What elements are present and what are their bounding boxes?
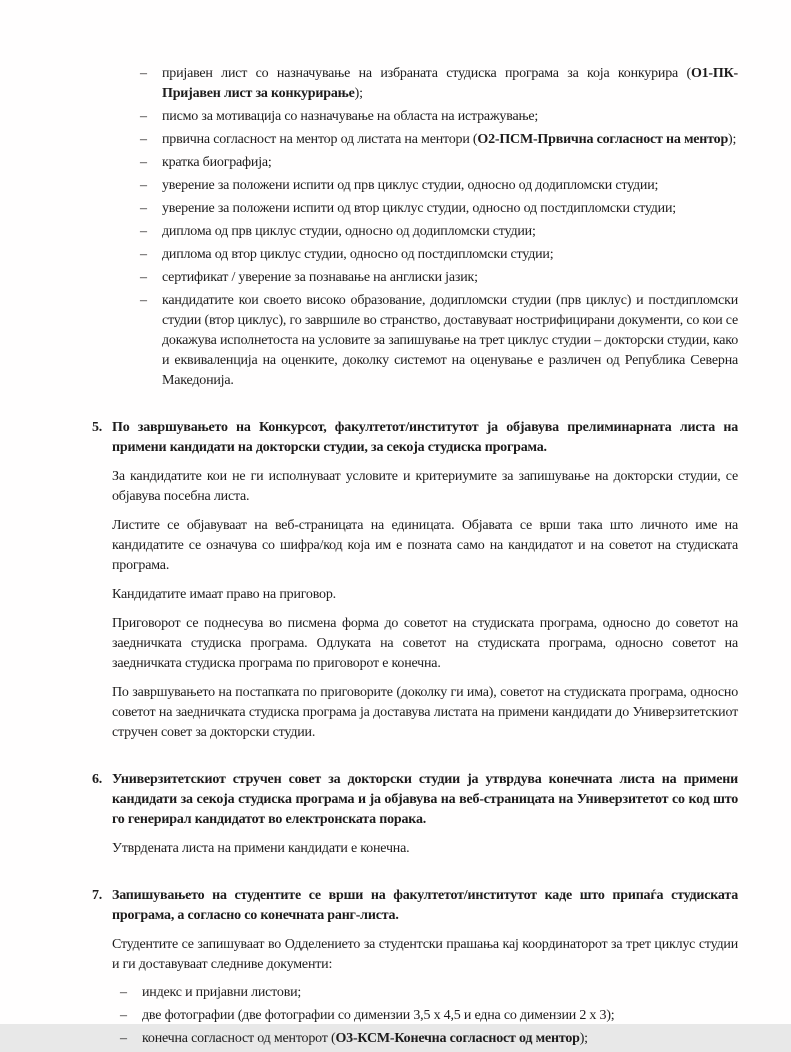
bullet-item <box>140 153 738 173</box>
item-heading-row <box>92 770 738 830</box>
paragraph: Кандидатите имаат право на приговор. <box>112 587 336 602</box>
enrollment-documents-bullet-list <box>92 983 738 1049</box>
bullet-text-bold: О3-КСМ-Конечна согласност од ментор <box>335 1031 580 1046</box>
bullet-item <box>140 107 738 127</box>
bullet-text <box>162 130 738 150</box>
numbered-item-6 <box>92 770 738 859</box>
bullet-dash: – <box>140 66 147 81</box>
bullet-text <box>162 107 738 127</box>
bullet-text <box>162 176 738 196</box>
paragraph: За кандидатите кои не ги исполнуваат условите и критериумите за запишување на докторски студии, се објавува посебна листа. <box>112 469 738 504</box>
bullet-item <box>140 130 738 150</box>
bullet-text-pre: писмо за мотивација со назначување на областа на истражување; <box>162 109 539 124</box>
bullet-dash: – <box>140 155 147 170</box>
bullet-item <box>140 245 738 265</box>
bullet-item <box>140 199 738 219</box>
item-number: 7. <box>92 888 103 903</box>
item-heading: Универзитетскиот стручен совет за докторски студии ја утврдува конечната листа на примени кандидати за секоја студиска програма и ја објавува на веб-страницата на Универзитетот со код што го генерирал кандидатот во електронската порака. <box>112 772 738 827</box>
bullet-text <box>162 64 738 104</box>
bullet-dash: – <box>140 178 147 193</box>
bullet-dash: – <box>140 201 147 216</box>
document-content <box>92 64 738 1052</box>
bullet-text-pre: сертификат / уверение за познавање на англиски јазик; <box>162 270 478 285</box>
bullet-dash: – <box>140 293 147 308</box>
numbered-item-7 <box>92 886 738 1049</box>
bullet-text-pre: кандидатите кои своето високо образование, додипломски студии (прв циклус) и постдипломски студии (втор циклус), го завршиле во странство, доставуваат нострифицирани документи, со кои се докажува исполнетоста на условите за запишување на трет циклус студии – докторски студии, како и еквиваленција на оценките, доколку системот на оценување е различен од Република Северна Македонија. <box>162 293 738 388</box>
item-number: 5. <box>92 420 103 435</box>
bullet-text-bold: О1-ПК-Пријавен лист за конкурирање <box>162 66 738 101</box>
bullet-dash: – <box>120 1031 127 1046</box>
bullet-dash: – <box>140 109 147 124</box>
bullet-item <box>140 64 738 104</box>
paragraph: По завршувањето на постапката по приговорите (доколку ги има), советот на студиската програма, односно советот на заедничката студиска програма ја доставува листата на примени кандидати до Универзитетскиот стручен совет за докторски студии. <box>112 685 738 740</box>
bullet-text <box>162 268 738 288</box>
bullet-item <box>140 176 738 196</box>
bullet-text <box>142 1029 738 1049</box>
bullet-text-post: ); <box>579 1031 588 1046</box>
bullet-item <box>120 1006 738 1026</box>
bullet-text-bold: О2-ПСМ-Првична согласност на ментор <box>477 132 729 147</box>
bullet-item <box>120 1029 738 1049</box>
bullet-text-pre: индекс и пријавни листови; <box>142 985 302 1000</box>
bullet-text-pre: две фотографии (две фотографии со димензии 3,5 х 4,5 и една со димензии 2 х 3); <box>142 1008 615 1023</box>
bullet-text-post: ); <box>728 132 737 147</box>
bullet-item <box>140 268 738 288</box>
bullet-text-pre: кратка биографија; <box>162 155 272 170</box>
item-heading: По завршувањето на Конкурсот, факултетот/институтот ја објавува прелиминарната листа на примени кандидати на докторски студии, за секоја студиска програма. <box>112 420 738 455</box>
bullet-text <box>162 245 738 265</box>
bullet-text <box>162 199 738 219</box>
bullet-dash: – <box>120 985 127 1000</box>
bullet-dash: – <box>140 270 147 285</box>
bullet-text-pre: уверение за положени испити од втор циклус студии, односно од постдипломски студии; <box>162 201 676 216</box>
paragraph: Студентите се запишуваат во Одделението за студентски прашања кај координаторот за трет циклус студии и ги доставуваат следниве документи: <box>112 937 738 972</box>
item-number: 6. <box>92 772 103 787</box>
bullet-item <box>140 291 738 391</box>
bullet-dash: – <box>140 224 147 239</box>
item-heading: Запишувањето на студентите се врши на факултетот/институтот каде што припаѓа студиската програма, а согласно со конечната ранг-листа. <box>112 888 738 923</box>
bullet-dash: – <box>140 247 147 262</box>
bullet-dash: – <box>120 1008 127 1023</box>
bullet-text-pre: конечна согласност од менторот ( <box>142 1031 336 1046</box>
numbered-item-5 <box>92 418 738 743</box>
bullet-text <box>142 983 738 1003</box>
bullet-text-pre: пријавен лист со назначување на избраната студиска програма за која конкурира ( <box>162 66 691 81</box>
item-heading-row <box>92 886 738 926</box>
bullet-text-pre: уверение за положени испити од прв циклус студии, односно од додипломски студии; <box>162 178 659 193</box>
bullet-dash: – <box>140 132 147 147</box>
bullet-text <box>162 153 738 173</box>
required-documents-bullet-list <box>92 64 738 391</box>
item-heading-row <box>92 418 738 458</box>
paragraph: Приговорот се поднесува во писмена форма до советот на студиската програма, односно до советот на заедничката студиска програма. Одлуката на советот на студиската програма, односно советот на заедничката студиска програма по приговорот е конечна. <box>112 616 738 671</box>
bullet-text <box>142 1006 738 1026</box>
bullet-text-pre: првична согласност на ментор од листата на ментори ( <box>162 132 478 147</box>
paragraph: Утврдената листа на примени кандидати е конечна. <box>112 841 410 856</box>
bullet-text <box>162 291 738 391</box>
bullet-item <box>140 222 738 242</box>
bullet-text-pre: диплома од прв циклус студии, односно од додипломски студии; <box>162 224 536 239</box>
bullet-text-pre: диплома од втор циклус студии, односно од постдипломски студии; <box>162 247 554 262</box>
bullet-text-post: ); <box>354 86 363 101</box>
paragraph: Листите се објавуваат на веб-страницата на единицата. Објавата се врши така што личното име на кандидатите се означува со шифра/код која им е позната само на кандидатот и на советот на студиската програма. <box>112 518 738 573</box>
bullet-text <box>162 222 738 242</box>
bullet-item <box>120 983 738 1003</box>
